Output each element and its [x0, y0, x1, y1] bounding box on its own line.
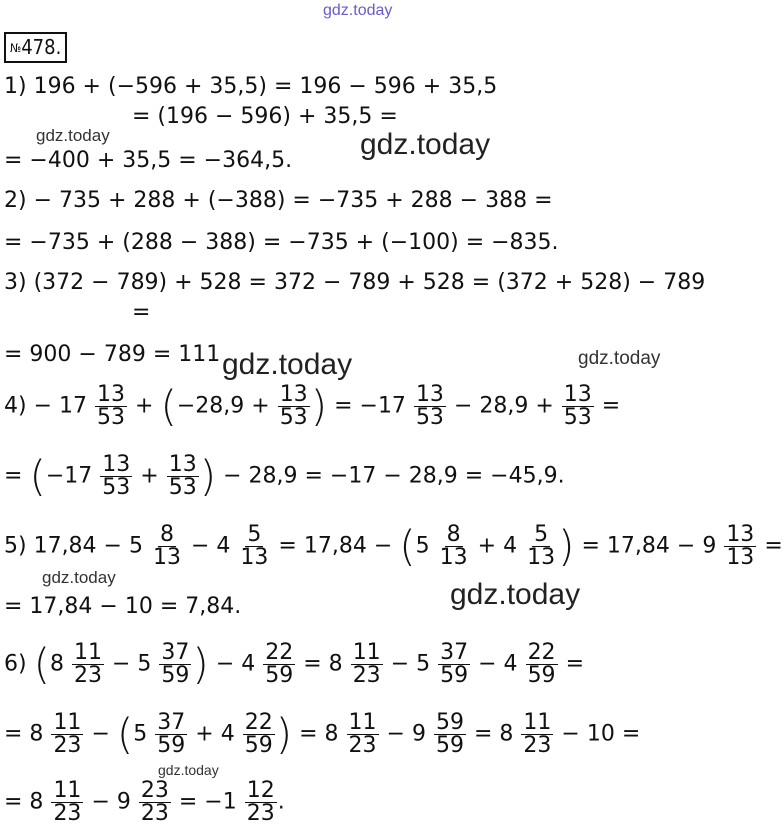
watermark: gdz.today — [36, 126, 110, 145]
denominator: 53 — [168, 475, 197, 500]
solution-line-4 — [4, 381, 621, 431]
solution-line-4b — [4, 451, 565, 501]
watermark: gdz.today — [450, 578, 581, 611]
text: − 4 — [190, 533, 231, 559]
solution-line-6b — [4, 709, 641, 759]
text: . — [277, 789, 285, 815]
numerator: 11 — [73, 640, 102, 665]
solution-line-1: 1) 196 + (−596 + 35,5) = 196 − 596 + 35,5 — [4, 74, 498, 99]
fraction — [159, 642, 191, 687]
watermark: gdz.today — [360, 128, 491, 161]
fraction — [151, 524, 183, 569]
solution-line-5b: = 17,84 − 10 = 7,84. — [4, 594, 242, 619]
fraction — [100, 454, 132, 499]
fraction — [351, 642, 383, 687]
fraction — [263, 642, 295, 687]
denominator: 13 — [527, 545, 556, 570]
numerator: 59 — [435, 710, 464, 735]
text: −17 — [45, 463, 93, 489]
solution-line-5 — [4, 521, 783, 571]
text: − — [91, 721, 110, 747]
numerator: 13 — [168, 452, 197, 477]
task-number — [4, 32, 67, 63]
denominator: 23 — [140, 801, 169, 826]
numerator: 13 — [102, 452, 131, 477]
numerator: 11 — [53, 710, 82, 735]
fraction — [414, 384, 446, 429]
fraction — [245, 780, 277, 825]
text: 5 — [133, 721, 148, 747]
solution-line-3b: = — [132, 300, 151, 325]
text: + — [140, 463, 159, 489]
text: − 10 = — [561, 721, 641, 747]
denominator: 13 — [240, 545, 269, 570]
numerator: 11 — [352, 640, 381, 665]
denominator: 53 — [415, 405, 444, 430]
fraction — [95, 384, 127, 429]
text: = — [565, 651, 584, 677]
paren-close: ) — [192, 639, 209, 689]
solution-line-6c — [4, 780, 285, 825]
denominator: 23 — [348, 733, 377, 758]
numerator: 11 — [53, 778, 82, 803]
denominator: 23 — [53, 801, 82, 826]
solution-line-1c: = −400 + 35,5 = −364,5. — [4, 148, 293, 173]
text: + 4 — [195, 721, 235, 747]
fraction — [139, 780, 171, 825]
numerator: 22 — [527, 640, 556, 665]
denominator: 59 — [527, 663, 556, 688]
paren-close: ) — [199, 451, 217, 501]
fraction — [347, 712, 379, 757]
numerator: 22 — [265, 640, 294, 665]
watermark: gdz.today — [158, 762, 219, 778]
numerator: 13 — [97, 382, 125, 407]
denominator: 13 — [439, 545, 468, 570]
fraction — [438, 642, 470, 687]
fraction — [521, 712, 553, 757]
fraction — [167, 454, 199, 499]
solution-line-2: 2) − 735 + 288 + (−388) = −735 + 288 − 388 = — [4, 188, 553, 213]
fraction — [238, 524, 270, 569]
fraction — [562, 384, 594, 429]
text: − 5 — [111, 651, 152, 677]
numerator: 5 — [247, 522, 262, 547]
fraction — [243, 712, 275, 757]
numerator: 37 — [161, 640, 190, 665]
solution-line-6 — [4, 639, 584, 689]
text: = 17,84 − 9 — [581, 533, 717, 559]
denominator: 23 — [53, 733, 82, 758]
fraction — [278, 384, 310, 429]
number-sign: № — [10, 41, 22, 55]
numerator: 13 — [563, 382, 592, 407]
text: + — [135, 393, 154, 419]
text: − 28,9 + — [453, 393, 554, 419]
text: 5 — [415, 533, 430, 559]
numerator: 22 — [244, 710, 273, 735]
text: − 4 — [478, 651, 518, 677]
denominator: 53 — [97, 405, 125, 430]
text: − 5 — [390, 651, 431, 677]
paren-open: ( — [399, 521, 416, 571]
numerator: 12 — [246, 778, 275, 803]
fraction — [51, 712, 83, 757]
text: − 28,9 = −17 − 28,9 = −45,9. — [223, 463, 565, 489]
text: = −1 — [178, 789, 237, 815]
text: = 8 — [4, 721, 44, 747]
solution-line-3: 3) (372 − 789) + 528 = 372 − 789 + 528 = (372 + 528) − 789 — [4, 270, 706, 295]
text: = — [764, 533, 783, 559]
numerator: 23 — [140, 778, 169, 803]
paren-open: ( — [116, 709, 134, 759]
text: 4) − 17 — [4, 393, 87, 419]
text: 8 — [49, 651, 64, 677]
denominator: 23 — [352, 663, 381, 688]
solution-line-1b: = (196 − 596) + 35,5 = — [132, 104, 398, 129]
denominator: 59 — [161, 663, 190, 688]
numerator: 11 — [523, 710, 552, 735]
paren-open: ( — [29, 451, 46, 501]
denominator: 53 — [563, 405, 592, 430]
paren-open: ( — [33, 639, 50, 689]
numerator: 8 — [446, 522, 461, 547]
fraction — [72, 642, 104, 687]
watermark: gdz.today — [222, 348, 353, 381]
fraction — [526, 642, 558, 687]
watermark: gdz.today — [578, 348, 661, 369]
paren-close: ) — [310, 381, 328, 431]
denominator: 59 — [157, 733, 186, 758]
text: = 8 — [4, 789, 44, 815]
text: = — [601, 393, 621, 419]
text: = 17,84 − — [278, 533, 393, 559]
solution-line-3c: = 900 − 789 = 111 — [4, 342, 221, 367]
numerator: 13 — [415, 382, 444, 407]
denominator: 23 — [523, 733, 552, 758]
watermark: gdz.today — [42, 568, 116, 587]
numerator: 11 — [348, 710, 377, 735]
text: −28,9 + — [176, 393, 270, 419]
task-number-value: 478. — [21, 35, 62, 59]
watermark: gdz.today — [323, 2, 393, 19]
denominator: 59 — [435, 733, 464, 758]
solution-line-2b: = −735 + (288 − 388) = −735 + (−100) = −835. — [4, 230, 559, 255]
text: 6) — [4, 651, 27, 677]
denominator: 59 — [265, 663, 294, 688]
text: 5) 17,84 − 5 — [4, 533, 143, 559]
numerator: 13 — [726, 522, 755, 547]
numerator: 5 — [534, 522, 549, 547]
text: − 4 — [215, 651, 256, 677]
fraction — [724, 524, 756, 569]
fraction — [51, 780, 83, 825]
fraction — [525, 524, 557, 569]
denominator: 53 — [102, 475, 131, 500]
text: = 8 — [473, 721, 514, 747]
fraction — [434, 712, 466, 757]
denominator: 23 — [73, 663, 102, 688]
paren-close: ) — [558, 521, 575, 571]
denominator: 23 — [246, 801, 275, 826]
numerator: 37 — [440, 640, 469, 665]
numerator: 37 — [157, 710, 186, 735]
text: − 9 — [386, 721, 426, 747]
text: − 9 — [91, 789, 131, 815]
fraction — [155, 712, 187, 757]
denominator: 59 — [244, 733, 273, 758]
fraction — [438, 524, 470, 569]
denominator: 53 — [279, 405, 308, 430]
denominator: 13 — [152, 545, 181, 570]
denominator: 13 — [726, 545, 755, 570]
paren-close: ) — [275, 709, 293, 759]
text: = −17 — [334, 393, 406, 419]
text: = — [4, 463, 23, 489]
text: = 8 — [303, 651, 343, 677]
text: = 8 — [299, 721, 339, 747]
numerator: 13 — [279, 382, 308, 407]
denominator: 59 — [440, 663, 469, 688]
numerator: 8 — [159, 522, 174, 547]
text: + 4 — [477, 533, 518, 559]
paren-open: ( — [160, 381, 177, 431]
